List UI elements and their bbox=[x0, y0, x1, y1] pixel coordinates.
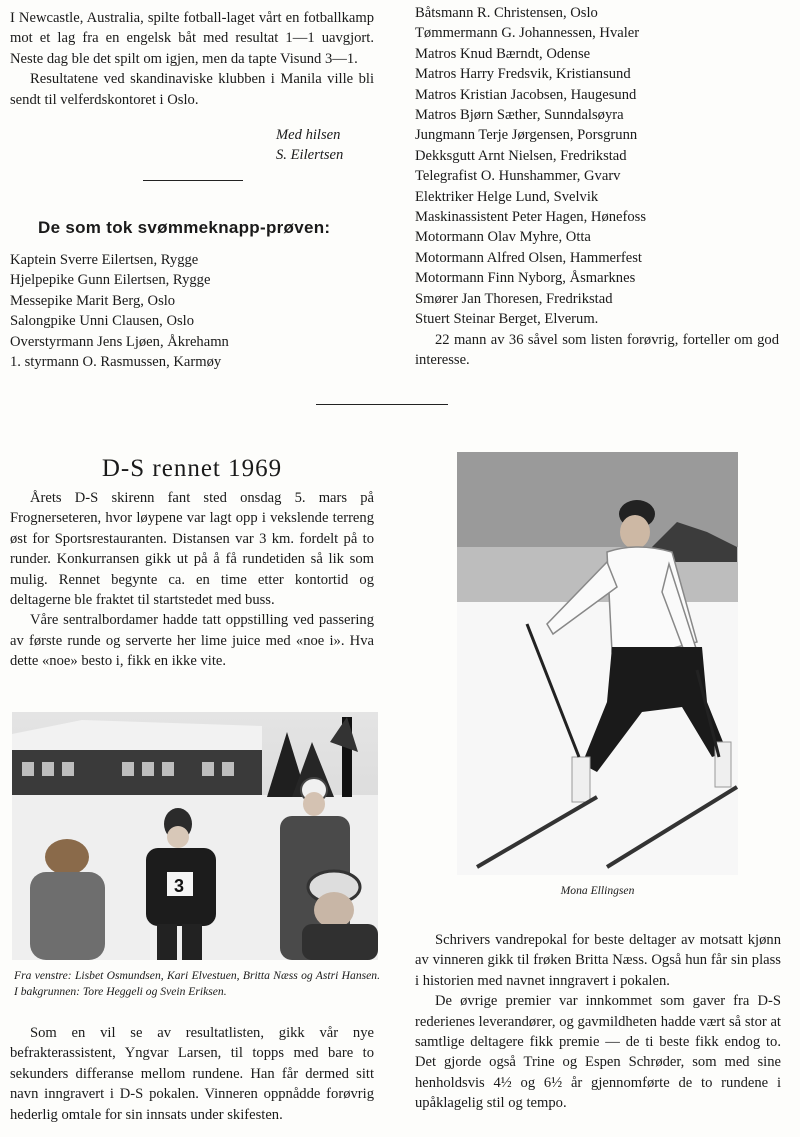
letter-paragraph: I Newcastle, Australia, spilte fotball-laget vårt en fotballkamp mot et lag fra en engelsk båt med resultat 1—1 uavgjort. Neste dag ble det spilt om igjen, men da tapte Visund 3—1. bbox=[10, 10, 374, 67]
list-item: Dekksgutt Arnt Nielsen, Fredrikstad bbox=[415, 147, 627, 164]
section-divider bbox=[316, 404, 448, 405]
swim-names-right bbox=[415, 3, 646, 330]
swim-heading: De som tok svømmeknapp-prøven: bbox=[38, 218, 331, 237]
list-item: Motormann Olav Myhre, Otta bbox=[415, 229, 591, 246]
list-item: Jungmann Terje Jørgensen, Porsgrunn bbox=[415, 127, 638, 144]
list-item: Matros Knud Bærndt, Odense bbox=[415, 45, 591, 62]
letter-body bbox=[10, 8, 374, 110]
skier-photo-caption: Mona Ellingsen bbox=[560, 884, 635, 897]
list-item: Elektriker Helge Lund, Svelvik bbox=[415, 188, 599, 205]
group-photo-caption: Fra venstre: Lisbet Osmundsen, Kari Elvestuen, Britta Næss og Astri Hansen. I bakgrunnen: Tore Heggeli og Svein Eriksen. bbox=[14, 969, 380, 998]
list-item: Matros Harry Fredsvik, Kristiansund bbox=[415, 66, 631, 83]
list-item: Båtsmann R. Christensen, Oslo bbox=[415, 5, 598, 21]
list-item: Stuert Steinar Berget, Elverum. bbox=[415, 311, 599, 328]
article-bottom-right bbox=[415, 930, 781, 1114]
list-item: Smører Jan Thoresen, Fredrikstad bbox=[415, 290, 613, 307]
letter-paragraph: Resultatene ved skandinaviske klubben i Manila ville bli sendt til velferdskontoret i Oslo. bbox=[10, 71, 374, 108]
signature-name: S. Eilertsen bbox=[276, 147, 344, 164]
list-item: Tømmermann G. Johannessen, Hvaler bbox=[415, 25, 640, 42]
group-photo-illustration bbox=[12, 712, 378, 960]
group-photo bbox=[12, 712, 378, 960]
list-item: Salongpike Unni Clausen, Oslo bbox=[10, 313, 195, 330]
swim-names-left bbox=[10, 250, 229, 372]
article-intro bbox=[10, 488, 374, 672]
list-item: Matros Kristian Jacobsen, Haugesund bbox=[415, 86, 637, 103]
list-item: Messepike Marit Berg, Oslo bbox=[10, 292, 176, 309]
article-paragraph: Årets D-S skirenn fant sted onsdag 5. mars på Frognerseteren, hvor løypene var lagt opp i vekslende terreng øst for Sportsrestauranten. Distansen var 3 km. fordelt på to runder. Konkurransen gikk ut på å få rundetiden så lik som mulig. Rennet begynte ca. en time etter kontortid og deltagerne ble fraktet til startstedet med buss. bbox=[10, 490, 374, 609]
list-item: Matros Bjørn Sæther, Sunndalsøyra bbox=[415, 107, 624, 124]
article-paragraph: Schrivers vandrepokal for beste deltager av motsatt kjønn av vinneren gikk til frøken Britta Næss. Også hun får sin plass i historien med navnet inngravert i pokalen. bbox=[415, 932, 781, 989]
list-item: Motormann Alfred Olsen, Hammerfest bbox=[415, 249, 642, 266]
list-item: Overstyrmann Jens Ljøen, Åkrehamn bbox=[10, 333, 229, 350]
bib-number: 3 bbox=[174, 876, 185, 896]
letter-signature bbox=[276, 125, 343, 166]
list-item: Maskinassistent Peter Hagen, Hønefoss bbox=[415, 209, 647, 226]
article-title: D-S rennet 1969 bbox=[101, 455, 283, 482]
article-bottom-left: Som en vil se av resultatlisten, gikk vår nye befrakterassistent, Yngvar Larsen, til topps med bare to sekunders differanse mellom rundene. Han får dermed sitt navn inngravert i D-S pokalen. Vinneren oppnådde forøvrig hederlig omtale for sin innsats under skifesten. bbox=[10, 1025, 374, 1123]
list-item: Hjelpepike Gunn Eilertsen, Rygge bbox=[10, 272, 211, 289]
skier-photo-illustration bbox=[457, 452, 738, 875]
signature-greeting: Med hilsen bbox=[276, 127, 341, 143]
article-paragraph: De øvrige premier var innkommet som gaver fra D-S rederienes leverandører, og gavmildheten hadde vært så stor at samtlige deltagere fikk premie — de ti beste fikk endog to. Det gjorde også Trine og Espen Schrøder, som med sine henholdsvis 4½ og 6½ år gjennomførte de to rundene i upåklagelig stil og tempo. bbox=[415, 993, 781, 1112]
skier-photo bbox=[457, 452, 738, 875]
list-item: Telegrafist O. Hunshammer, Gvarv bbox=[415, 168, 621, 185]
swim-summary: 22 mann av 36 såvel som listen forøvrig, forteller om god interesse. bbox=[415, 332, 779, 369]
section-divider bbox=[143, 180, 243, 181]
list-item: 1. styrmann O. Rasmussen, Karmøy bbox=[10, 354, 222, 371]
article-paragraph: Våre sentralbordamer hadde tatt oppstilling ved passering av første runde og serverte her lime juice med «noe i». Hva dette «noe» besto i, fikk en ikke vite. bbox=[10, 612, 374, 670]
list-item: Kaptein Sverre Eilertsen, Rygge bbox=[10, 252, 199, 268]
list-item: Motormann Finn Nyborg, Åsmarknes bbox=[415, 270, 636, 287]
